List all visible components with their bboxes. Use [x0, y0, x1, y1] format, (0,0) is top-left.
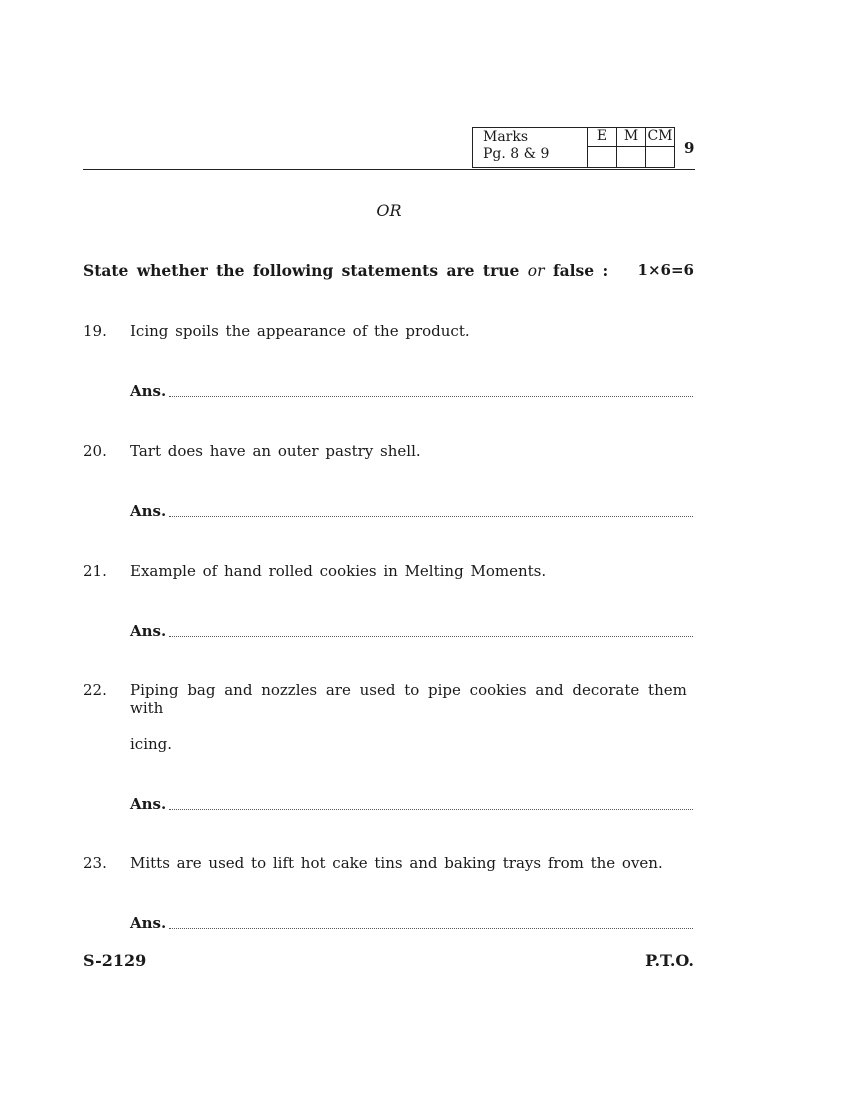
please-turn-over: P.T.O.	[645, 951, 694, 970]
question-text: Icing spoils the appearance of the product.	[130, 322, 470, 340]
instruction-text-after: false :	[552, 261, 609, 280]
answer-label: Ans.	[130, 914, 167, 932]
instruction-or: or	[527, 262, 545, 280]
paper-code: S-2129	[83, 951, 147, 970]
instruction-marks: 1×6=6	[637, 261, 694, 279]
question-text: Tart does have an outer pastry shell.	[130, 442, 421, 460]
column-cm-header: CM	[646, 128, 675, 147]
instruction	[83, 261, 608, 280]
question-number: 21.	[83, 562, 107, 580]
answer-label: Ans.	[130, 795, 167, 813]
instruction-text-before: State whether the following statements are true	[83, 261, 520, 280]
pages-label: Pg. 8 & 9	[483, 146, 550, 162]
answer-dotted-line	[169, 809, 693, 810]
question-number: 22.	[83, 681, 107, 699]
column-cm-cell	[646, 147, 675, 168]
marks-label: Marks	[483, 129, 529, 145]
question-text: Mitts are used to lift hot cake tins and baking trays from the oven.	[130, 854, 663, 872]
question-number: 23.	[83, 854, 107, 872]
answer-dotted-line	[169, 636, 693, 637]
answer-line[interactable]	[130, 500, 693, 520]
answer-label: Ans.	[130, 622, 167, 640]
header-divider	[83, 169, 695, 170]
answer-dotted-line	[169, 516, 693, 517]
marks-label-cell	[473, 128, 588, 168]
question-number: 20.	[83, 442, 107, 460]
column-m-header: M	[617, 128, 646, 147]
answer-line[interactable]	[130, 620, 693, 640]
column-m-cell	[617, 147, 646, 168]
marks-table	[472, 127, 675, 168]
answer-line[interactable]	[130, 912, 693, 932]
answer-label: Ans.	[130, 382, 167, 400]
question-text: Example of hand rolled cookies in Melting Moments.	[130, 562, 547, 580]
question-number: 19.	[83, 322, 107, 340]
answer-dotted-line	[169, 396, 693, 397]
column-e-header: E	[588, 128, 617, 147]
answer-label: Ans.	[130, 502, 167, 520]
question-text-line-2: icing.	[130, 735, 173, 753]
answer-line[interactable]	[130, 380, 693, 400]
column-e-cell	[588, 147, 617, 168]
answer-line[interactable]	[130, 793, 693, 813]
or-separator: OR	[376, 201, 402, 220]
page-number: 9	[684, 139, 695, 157]
question-text-line-1: Piping bag and nozzles are used to pipe cookies and decorate them with	[130, 681, 687, 717]
answer-dotted-line	[169, 928, 693, 929]
